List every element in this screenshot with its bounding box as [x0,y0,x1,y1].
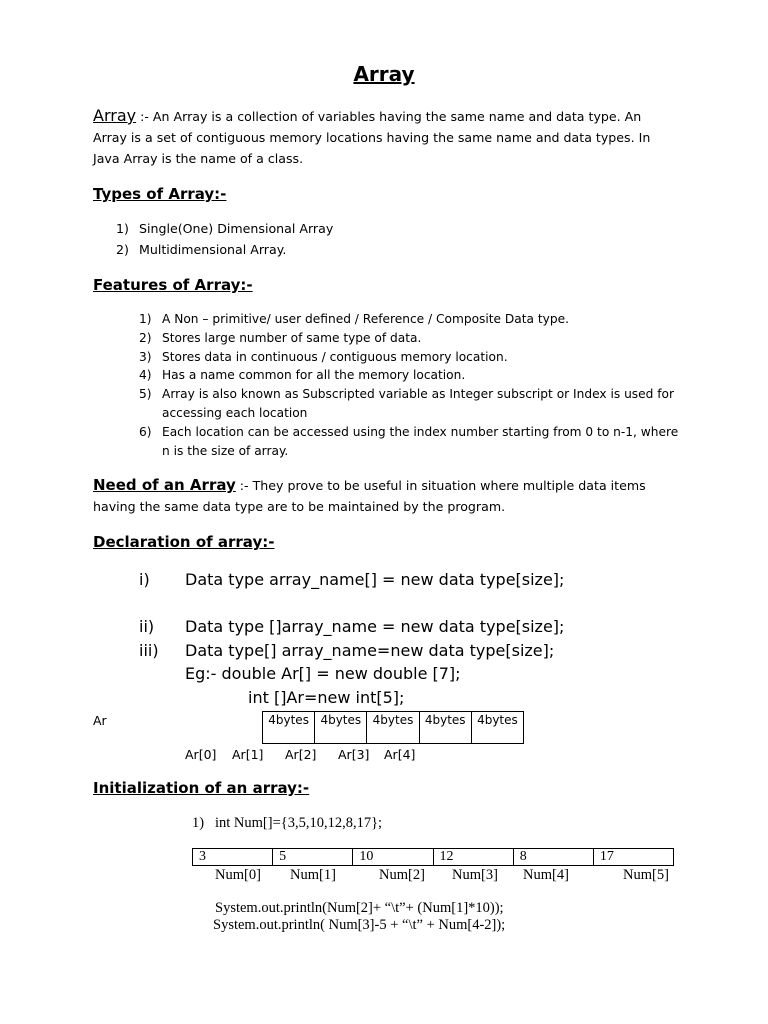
list-item-number: 2) [139,330,152,345]
code-line: System.out.println(Num[2]+ “\t”+ (Num[1]*10)); [215,900,504,916]
code-line: System.out.println( Num[3]-5 + “\t” + Num[4-2]); [213,917,506,933]
list-item [139,348,679,367]
memory-cell: 4bytes [477,713,518,727]
page-title: Array [353,62,415,86]
list-item [139,423,679,461]
memory-index: Ar[2] [285,747,317,762]
declaration-number: iii) [139,641,159,660]
value-index: Num[4] [523,867,569,883]
value-cell: 5 [273,849,353,865]
memory-index: Ar[4] [384,747,416,762]
list-item-number: 3) [139,349,152,364]
list-item-text: Multidimensional Array. [139,242,287,257]
list-item [139,366,679,385]
need-term: Need of an Array [93,476,236,494]
list-item-number: 2) [116,242,129,257]
declaration-example: int []Ar=new int[5]; [248,688,405,707]
value-cell: 10 [353,849,433,865]
list-item [116,218,333,239]
list-item-text: Stores large number of same type of data. [162,330,422,345]
value-cell: 12 [434,849,514,865]
memory-cell: 4bytes [315,712,367,743]
list-item-number: 1) [139,312,152,326]
declaration-example: Eg:- double Ar[] = new double [7]; [185,664,461,683]
list-item-text: A Non – primitive/ user defined / Reference / Composite Data type. [162,312,569,326]
values-table [192,848,674,866]
value-index: Num[3] [452,867,498,883]
value-cell: 8 [514,849,594,865]
intro-term: Array [93,106,137,125]
list-item [139,310,679,329]
list-item-text: Stores data in continuous / contiguous memory location. [162,349,508,364]
initialization-number: 1) [192,815,205,831]
declaration-heading: Declaration of array:- [93,533,275,551]
list-item-number: 6) [139,424,152,439]
intro-text: :- An Array is a collection of variables having the same name and data type. An Array is a set of contiguous memory locations having the same name and data types. In Java Array is the name of a class. [93,109,651,166]
memory-index: Ar[1] [232,747,264,762]
list-item-text: Array is also known as Subscripted variable as Integer subscript or Index is used for accessing each location [162,387,675,420]
declaration-number: ii) [139,617,155,636]
features-list [139,310,679,460]
declaration-syntax: Data type array_name[] = new data type[size]; [185,570,565,589]
list-item-text: Each location can be accessed using the index number starting from 0 to n-1, where n is the size of array. [162,424,679,458]
memory-index: Ar[3] [338,747,370,762]
intro-paragraph [93,105,673,169]
declaration-syntax: Data type[] array_name=new data type[size]; [185,641,555,660]
list-item [116,239,333,260]
memory-index: Ar[0] [185,747,217,762]
initialization-statement: int Num[]={3,5,10,12,8,17}; [215,815,383,831]
list-item-number: 4) [139,368,152,383]
value-cell: 17 [599,849,614,864]
memory-cell: 4bytes [367,712,419,743]
initialization-heading: Initialization of an array:- [93,779,310,797]
memory-cell: 4bytes [420,712,472,743]
declaration-syntax: Data type []array_name = new data type[size]; [185,617,565,636]
value-cell: 3 [193,849,273,865]
list-item [139,329,679,348]
value-index: Num[5] [623,867,669,883]
value-index: Num[0] [215,867,261,883]
list-item-number: 5) [139,387,152,402]
value-index: Num[2] [379,867,425,883]
list-item-text: Single(One) Dimensional Array [139,221,334,236]
types-heading: Types of Array:- [93,185,227,203]
features-heading: Features of Array:- [93,276,253,294]
need-text: :- They prove to be useful in situation where multiple data items having the same data type are to be maintained by the program. [93,478,646,514]
list-item-text: Has a name common for all the memory location. [162,368,466,383]
need-paragraph [93,475,673,517]
declaration-number: i) [139,570,150,589]
list-item-number: 1) [116,221,129,236]
memory-table [262,711,524,744]
memory-cell: 4bytes [263,712,315,743]
types-list [116,218,333,260]
value-index: Num[1] [290,867,336,883]
list-item [139,385,679,423]
array-label: Ar [93,713,107,728]
